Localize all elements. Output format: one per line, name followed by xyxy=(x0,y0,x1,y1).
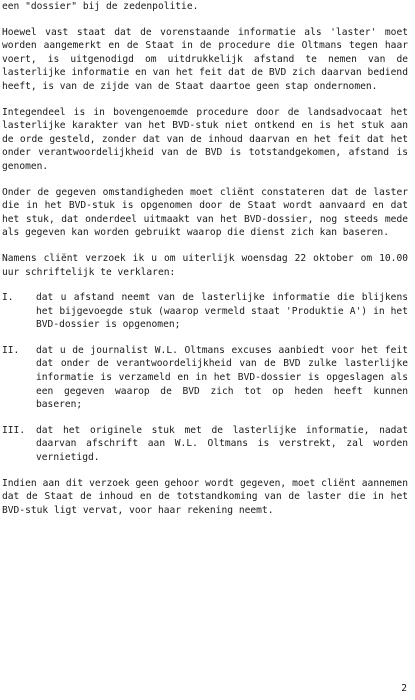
list-number: I. xyxy=(2,292,14,304)
list-item-3 xyxy=(2,424,408,465)
list-number: III. xyxy=(2,424,26,436)
paragraph-4: Namens cliënt verzoek ik u om uiterlijk woensdag 22 oktober om 10.00 uur schriftelijk te verklaren: xyxy=(2,252,408,278)
list-number: II. xyxy=(2,344,20,356)
paragraph-3: Onder de gegeven omstandigheden moet cliënt constateren dat de laster die in het BVD-stuk is opgenomen door de Staat wordt aanvaard en dat het stuk, dat onderdeel uitmaakt van het BVD-dossier, nog steeds mede als gegeven kan worden gebruikt waarop die dienst zich kan baseren. xyxy=(2,186,408,239)
paragraph-5: Indien aan dit verzoek geen gehoor wordt gegeven, moet cliënt aannemen dat de Staat de inhoud en de totstandkoming van de laster die in het BVD-stuk ligt vervat, voor haar rekening neemt. xyxy=(2,477,408,516)
list-text: dat u de journalist W.L. Oltmans excuses aanbiedt voor het feit dat onder de verantwoordelijkheid van de BVD zulke lasterlijke informatie is verzameld en in het BVD-dossier is opgeslagen als een gegeven waarop de BVD zich tot op heden heeft kunnen baseren; xyxy=(36,344,408,411)
paragraph-1: Hoewel vast staat dat de vorenstaande informatie als 'laster' moet worden aangemerkt en de Staat in de procedure die Oltmans tegen haar voert, is uitgenodigd om uitdrukkelijk afstand te nemen van de lasterlijke informatie en van het feit dat de BVD zich daarvan bediend heeft, is van de zijde van de Staat daartoe geen stap ondernomen. xyxy=(2,26,408,92)
list-item-1 xyxy=(2,291,408,332)
list-text: dat u afstand neemt van de lasterlijke informatie die blijkens het bijgevoegde stuk (waarop vermeld staat 'Produktie A') in het BVD-dossier is opgenomen; xyxy=(36,292,408,331)
paragraph-2: Integendeel is in bovengenoemde procedure door de landsadvocaat het lasterlijke karakter van het BVD-stuk niet ontkend en is het stuk aan de orde gesteld, zonder dat van de inhoud daarvan en het feit dat het onder verantwoordelijkheid van de BVD is totstandgekomen, afstand is genomen. xyxy=(2,106,408,172)
page-number: 2 xyxy=(401,683,407,695)
list-item-2 xyxy=(2,344,408,412)
opening-line: een "dossier" bij de zedenpolitie. xyxy=(2,1,199,12)
list-text: dat het originele stuk met de lasterlijke informatie, nadat daarvan afschrift aan W.L. Oltmans is verstrekt, zal worden vernietigd. xyxy=(36,424,408,464)
